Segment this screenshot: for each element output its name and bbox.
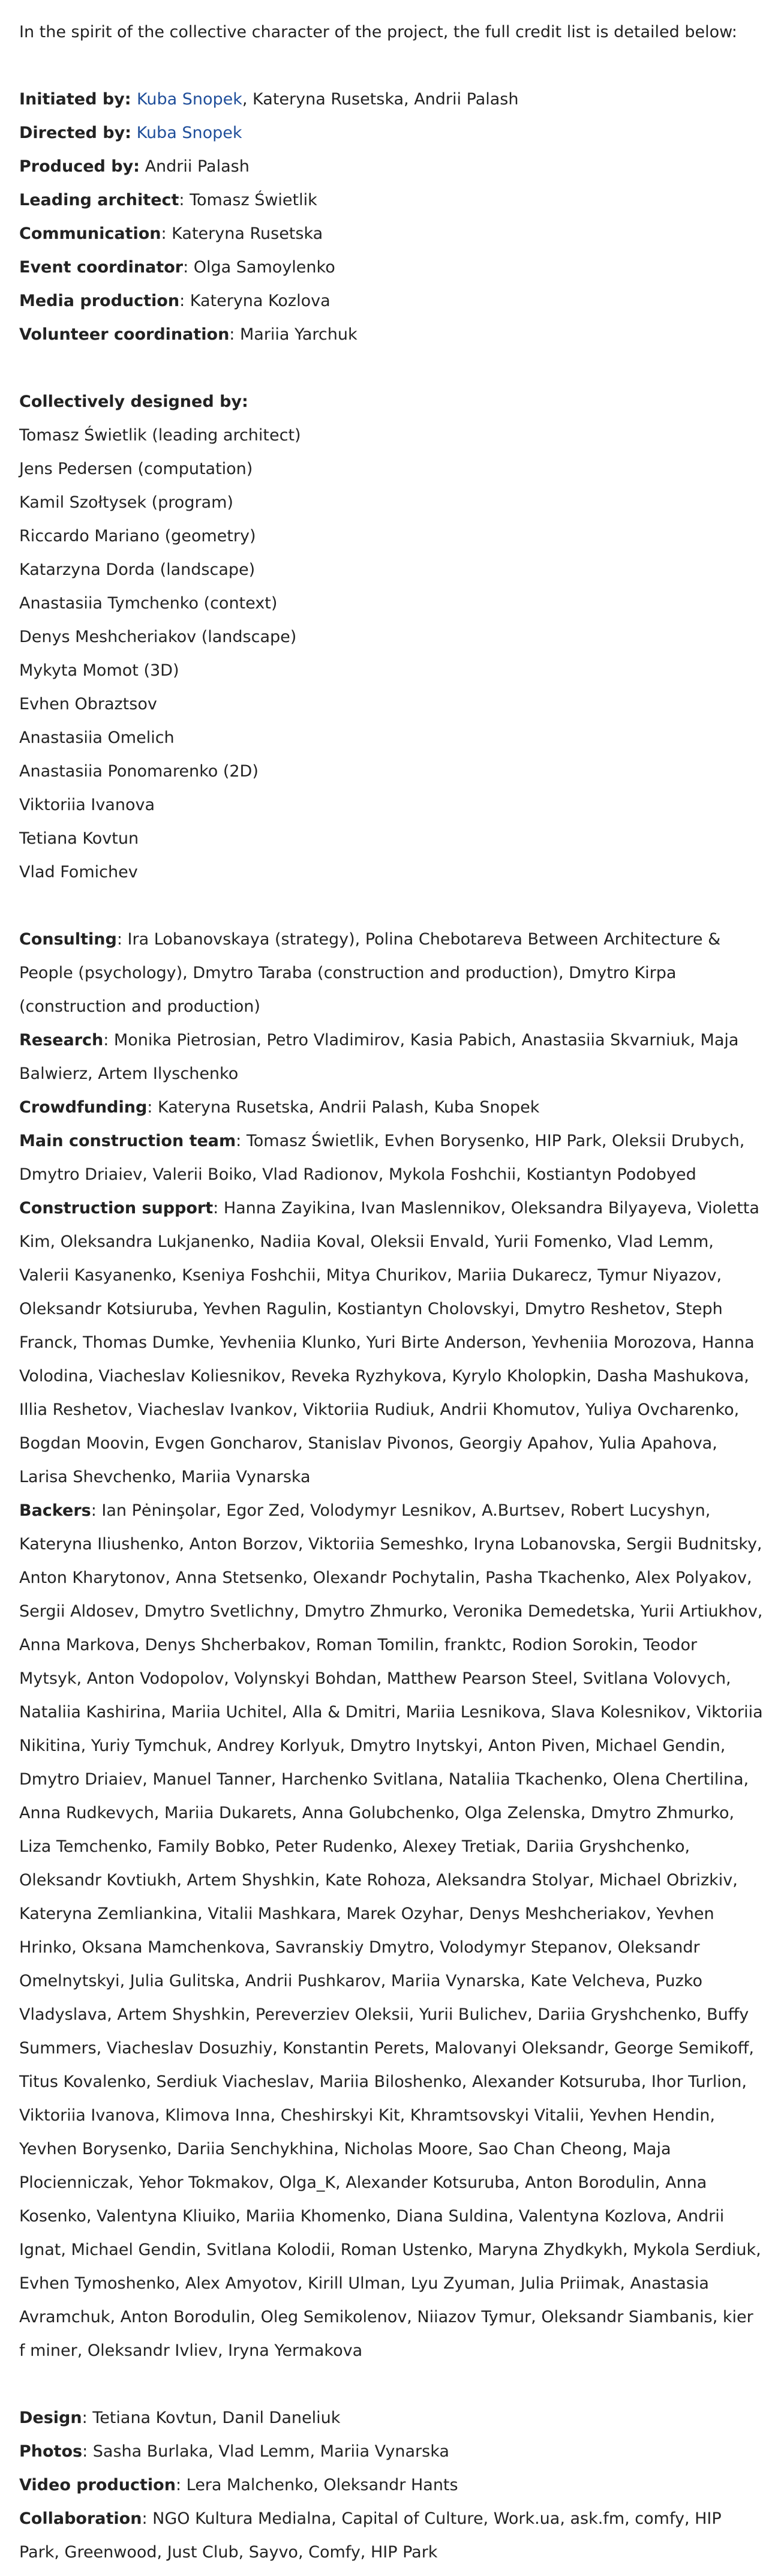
credit-label: Backers	[19, 1501, 91, 1520]
credit-label: Volunteer coordination	[19, 325, 230, 344]
credit-label: Main construction team	[19, 1132, 236, 1150]
designers-list	[19, 419, 763, 889]
designer-item: Jens Pedersen (computation)	[19, 460, 253, 478]
credit-crowdfunding	[19, 1091, 763, 1124]
designer-item: Katarzyna Dorda (landscape)	[19, 560, 256, 579]
credit-collaboration	[19, 2502, 763, 2569]
spacer	[19, 889, 763, 923]
credit-backers	[19, 1494, 763, 2368]
designer-item: Anastasiia Ponomarenko (2D)	[19, 762, 259, 781]
intro-text: In the spirit of the collective character of the project, the full credit list is detailed below:	[19, 23, 737, 41]
credit-research	[19, 1024, 763, 1091]
credit-volunteer-coordination	[19, 318, 763, 352]
credit-value: : Tomasz Świetlik	[179, 191, 317, 209]
designer-item: Tetiana Kovtun	[19, 829, 139, 848]
credit-label: Collaboration	[19, 2509, 142, 2528]
spacer	[19, 49, 763, 83]
credit-produced	[19, 150, 763, 184]
credit-label: Research	[19, 1031, 104, 1049]
credit-value: : Olga Samoylenko	[183, 258, 335, 277]
credit-value: : Kateryna Rusetska	[161, 224, 323, 243]
credit-event-coordinator	[19, 251, 763, 284]
credit-label: Photos	[19, 2442, 83, 2461]
credit-consulting	[19, 923, 763, 1024]
designer-item: Riccardo Mariano (geometry)	[19, 527, 256, 545]
credit-label: Crowdfunding	[19, 1098, 148, 1117]
credit-value: Andrii Palash	[139, 157, 250, 176]
spacer	[19, 2368, 763, 2401]
kuba-snopek-link[interactable]: Kuba Snopek	[136, 90, 242, 109]
credit-value: : Monika Pietrosian, Petro Vladimirov, Kasia Pabich, Anastasiia Skvarniuk, Maja Balwierz, Artem Ilyschenko	[19, 1031, 739, 1083]
credit-leading-architect	[19, 184, 763, 217]
designer-item: Viktoriia Ivanova	[19, 796, 155, 814]
credit-label: Event coordinator	[19, 258, 184, 277]
credit-label: Consulting	[19, 930, 117, 949]
credit-label: Leading architect	[19, 191, 179, 209]
designer-item: Tomasz Świetlik (leading architect)	[19, 426, 301, 445]
designer-item: Vlad Fomichev	[19, 863, 138, 881]
credit-initiated	[19, 83, 763, 116]
credit-value: : Sasha Burlaka, Vlad Lemm, Mariia Vynarska	[82, 2442, 449, 2461]
spacer	[19, 352, 763, 385]
kuba-snopek-link[interactable]: Kuba Snopek	[136, 124, 242, 142]
credit-value: : NGO Kultura Medialna, Capital of Culture, Work.ua, ask.fm, comfy, HIP Park, Greenwood, Just Club, Sayvo, Comfy, HIP Park	[19, 2509, 722, 2562]
designer-item: Kamil Szołtysek (program)	[19, 493, 233, 512]
credit-label: Produced by:	[19, 157, 140, 176]
credit-value: : Hanna Zayikina, Ivan Maslennikov, Oleksandra Bilyayeva, Violetta Kim, Oleksandra Lukjanenko, Nadiia Koval, Oleksii Envald, Yurii Fomenko, Vlad Lemm, Valerii Kasyanenko, Kseniya Foshchii, Mitya Churikov, Mariia Dukarecz, Tymur Niyazov, Oleksandr Kotsiuruba, Yevhen Ragulin, Kostiantyn Cholovskyi, Dmytro Reshetov, Steph Franck, Thomas Dumke, Yevheniia Klunko, Yuri Birte Anderson, Yevheniia Morozova, Hanna Volodina, Viacheslav Koliesnikov, Reveka Ryzhykova, Kyrylo Kholopkin, Dasha Mashukova, Illia Reshetov, Viacheslav Ivankov, Viktoriia Rudiuk, Andrii Khomutov, Yuliya Ovcharenko, Bogdan Moovin, Evgen Goncharov, Stanislav Pivonos, Georgiy Apahov, Yulia Apahova, Larisa Shevchenko, Mariia Vynarska	[19, 1199, 759, 1486]
credit-construction-support	[19, 1192, 763, 1494]
designer-item: Denys Meshcheriakov (landscape)	[19, 628, 297, 646]
credit-value: : Mariia Yarchuk	[229, 325, 358, 344]
credit-value: : Kateryna Kozlova	[179, 292, 331, 310]
designer-item: Evhen Obraztsov	[19, 695, 157, 713]
credit-value: : Kateryna Rusetska, Andrii Palash, Kuba Snopek	[147, 1098, 540, 1117]
credit-value: : Ira Lobanovskaya (strategy), Polina Chebotareva Between Architecture & People (psychology), Dmytro Taraba (construction and production), Dmytro Kirpa (construction and production)	[19, 930, 721, 1016]
credit-label: Video production	[19, 2476, 176, 2494]
designers-heading: Collectively designed by:	[19, 392, 248, 411]
credit-value: : Lera Malchenko, Oleksandr Hants	[175, 2476, 458, 2494]
credit-label-colon: :	[124, 90, 137, 109]
credit-value: : Ian Pėninşolar, Egor Zed, Volodymyr Lesnikov, A.Burtsev, Robert Lucyshyn, Kateryna Iliushenko, Anton Borzov, Viktoriia Semeshko, Iryna Lobanovska, Sergii Budnitsky, Anton Kharytonov, Anna Stetsenko, Olexandr Pochytalin, Pasha Tkachenko, Alex Polyakov, Sergii Aldosev, Dmytro Svetlichny, Dmytro Zhmurko, Veronika Demedetska, Yurii Artiukhov, Anna Markova, Denys Shcherbakov, Roman Tomilin, franktc, Rodion Sorokin, Teodor Mytsyk, Anton Vodopolov, Volynskyi Bohdan, Matthew Pearson Steel, Svitlana Volovych, Nataliia Kashirina, Mariia Uchitel, Alla & Dmitri, Mariia Lesnikova, Slava Kolesnikov, Viktoriia Nikitina, Yuriy Tymchuk, Andrey Korlyuk, Dmytro Inytskyi, Anton Piven, Michael Gendin, Dmytro Driaiev, Manuel Tanner, Harchenko Svitlana, Nataliia Tkachenko, Olena Chertilina, Anna Rudkevych, Mariia Dukarets, Anna Golubchenko, Olga Zelenska, Dmytro Zhmurko, Liza Temchenko, Family Bobko, Peter Rudenko, Alexey Tretiak, Dariia Gryshchenko, Oleksandr Kovtiukh, Artem Shyshkin, Kate Rohoza, Aleksandra Stolyar, Michael Obrizkiv, Kateryna Zemliankina, Vitalii Mashkara, Marek Ozyhar, Denys Meshcheriakov, Yevhen Hrinko, Oksana Mamchenkova, Savranskiy Dmytro, Volodymyr Stepanov, Oleksandr Omelnytskyi, Julia Gulitska, Andrii Pushkarov, Mariia Vynarska, Kate Velcheva, Puzko Vladyslava, Artem Shyshkin, Pereverziev Oleksii, Yurii Bulichev, Dariia Gryshchenko, Buffy Summers, Viacheslav Dosuzhiy, Konstantin Perets, Malovanyi Oleksandr, George Semikoff, Titus Kovalenko, Serdiuk Viacheslav, Mariia Biloshenko, Alexander Kotsuruba, Ihor Turlion, Viktoriia Ivanova, Klimova Inna, Cheshirskyi Kit, Khramtsovskyi Vitalii, Yevhen Hendin, Yevhen Borysenko, Dariia Senchykhina, Nicholas Moore, Sao Chan Cheong, Maja Plocienniczak, Yehor Tokmakov, Olga_K, Alexander Kotsuruba, Anton Borodulin, Anna Kosenko, Valentyna Kliuiko, Mariia Khomenko, Diana Suldina, Valentyna Kozlova, Andrii Ignat, Michael Gendin, Svitlana Kolodii, Roman Ustenko, Maryna Zhydkykh, Mykola Serdiuk, Evhen Tymoshenko, Alex Amyotov, Kirill Ulman, Lyu Zyuman, Julia Priimak, Anastasia Avramchuk, Anton Borodulin, Oleg Semikolenov, Niiazov Tymur, Oleksandr Siambanis, kier f miner, Oleksandr Ivliev, Iryna Yermakova	[19, 1501, 763, 2360]
credit-label: Communication	[19, 224, 161, 243]
designer-item: Anastasiia Tymchenko (context)	[19, 594, 278, 613]
credit-label: Construction support	[19, 1199, 214, 1217]
designer-item: Anastasiia Omelich	[19, 728, 175, 747]
credit-value: , Kateryna Rusetska, Andrii Palash	[242, 90, 519, 109]
designer-item: Mykyta Momot (3D)	[19, 661, 179, 680]
credit-value: : Tetiana Kovtun, Danil Daneliuk	[82, 2409, 341, 2427]
credit-label: Directed by:	[19, 124, 131, 142]
credit-directed	[19, 116, 763, 150]
credit-design	[19, 2401, 763, 2435]
credit-main-construction	[19, 1124, 763, 1192]
credit-value: : Tomasz Świetlik, Evhen Borysenko, HIP Park, Oleksii Drubych, Dmytro Driaiev, Valerii Boiko, Vlad Radionov, Mykola Foshchii, Kostiantyn Podobyed	[19, 1132, 745, 1184]
credit-communication	[19, 217, 763, 251]
credit-photos	[19, 2435, 763, 2469]
credit-label: Design	[19, 2409, 82, 2427]
credit-label: Initiated by	[19, 90, 125, 109]
credit-label: Media production	[19, 292, 180, 310]
credit-video-production	[19, 2469, 763, 2502]
credit-media-production	[19, 284, 763, 318]
